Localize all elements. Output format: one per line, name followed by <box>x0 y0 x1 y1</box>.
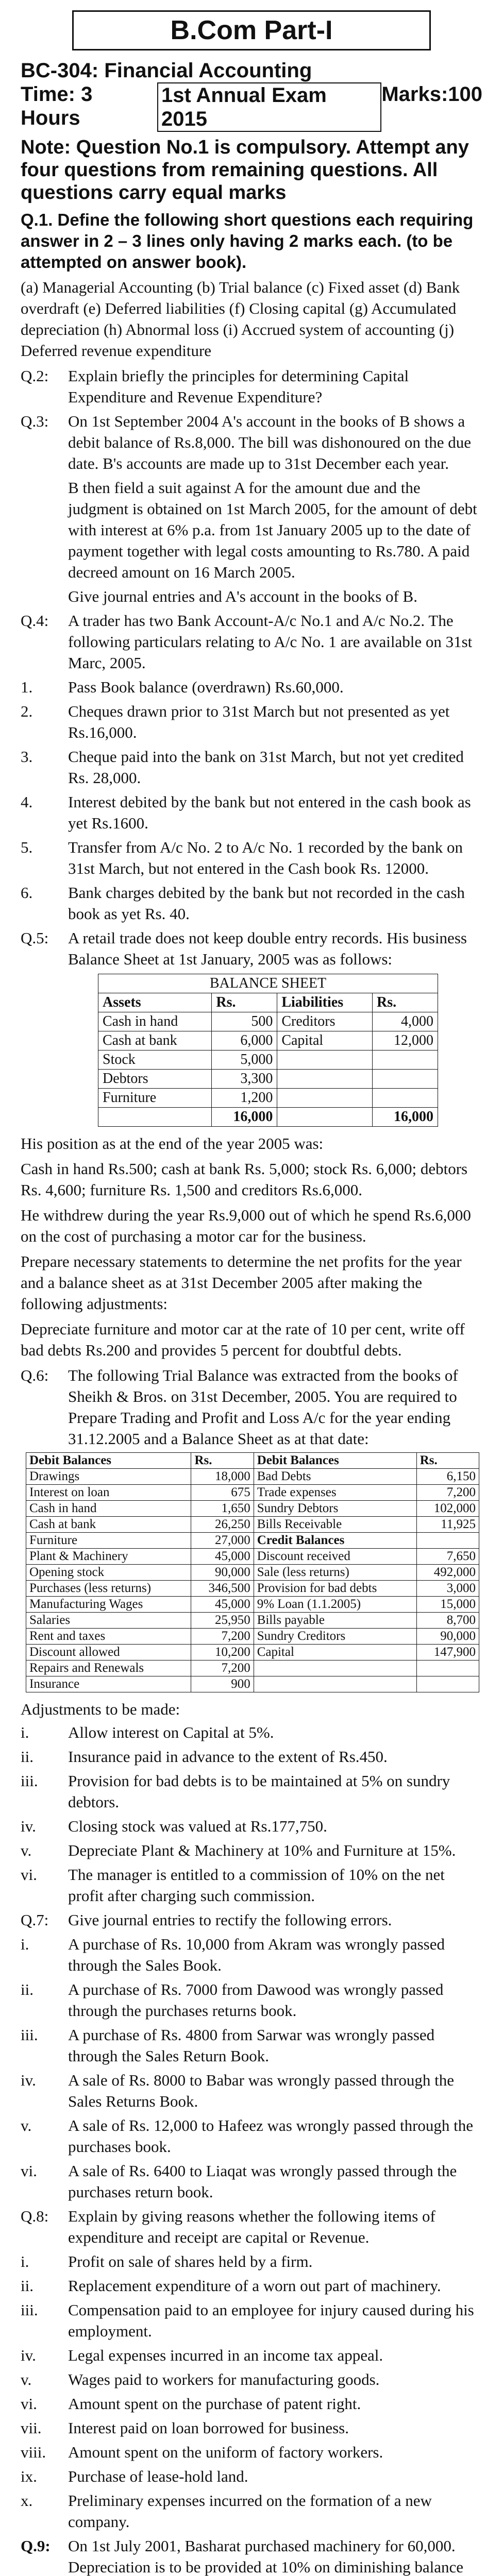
table-cell <box>254 1676 416 1692</box>
table-cell: 90,000 <box>416 1629 479 1645</box>
table-cell: 900 <box>191 1676 254 1692</box>
adjustment-number: iii. <box>21 1772 38 1790</box>
q4-item <box>21 701 482 743</box>
q8-item-text: Wages paid to workers for manufacturing goods. <box>68 2370 380 2388</box>
table-cell: Purchases (less returns) <box>26 1581 191 1597</box>
adjustment-item <box>21 1722 482 1743</box>
q4-item-number: 5. <box>21 838 33 856</box>
q7-item-text: A sale of Rs. 6400 to Liaqat was wrongly passed through the purchases return book. <box>68 2162 457 2201</box>
table-row <box>98 1089 438 1108</box>
table-cell: 26,250 <box>191 1517 254 1533</box>
adjustment-text: Depreciate Plant & Machinery at 10% and Furniture at 15%. <box>68 1841 456 1859</box>
adjustments-title: Adjustments to be made: <box>21 1700 180 1718</box>
q9 <box>21 2535 482 2576</box>
table-cell: Manufacturing Wages <box>26 1597 191 1613</box>
q7-item-number: i. <box>21 1935 29 1953</box>
q8-item-number: i. <box>21 2252 29 2270</box>
q4-item-number: 2. <box>21 702 33 720</box>
table-row <box>26 1533 479 1549</box>
q8-item-number: v. <box>21 2370 32 2388</box>
paper-code: BC-304: Financial Accounting <box>21 59 312 82</box>
q8-item-number: viii. <box>21 2443 46 2461</box>
table-header: Rs. <box>191 1453 254 1469</box>
q4-item-text: Cheques drawn prior to 31st March but not presented as yet Rs.16,000. <box>68 702 450 741</box>
table-cell <box>277 1050 373 1070</box>
q8-item-number: vii. <box>21 2419 42 2437</box>
q8-item <box>21 2417 482 2438</box>
table-cell: 346,500 <box>191 1581 254 1597</box>
adjustment-item <box>21 1746 482 1767</box>
table-cell: 492,000 <box>416 1565 479 1581</box>
table-cell: Plant & Machinery <box>26 1549 191 1565</box>
table-cell <box>373 1089 438 1108</box>
header-row-2 <box>21 82 482 132</box>
q8-item <box>21 2299 482 2342</box>
table-cell: 8,700 <box>416 1613 479 1629</box>
table-cell: Credit Balances <box>254 1533 416 1549</box>
adjustment-text: Insurance paid in advance to the extent of Rs.450. <box>68 1748 388 1766</box>
table-cell <box>277 1089 373 1108</box>
q5-paragraph-5: Depreciate furniture and motor car at the rate of 10 per cent, write off bad debts Rs.200 and provides 5 percent for doubtful debts. <box>21 1320 465 1359</box>
q6 <box>21 1365 482 1449</box>
table-cell: 25,950 <box>191 1613 254 1629</box>
table-row <box>26 1549 479 1565</box>
adjustment-item <box>21 1816 482 1837</box>
adjustment-text: Provision for bad debts is to be maintained at 5% on sundry debtors. <box>68 1772 450 1811</box>
table-cell: Furniture <box>26 1533 191 1549</box>
q7-item <box>21 2160 482 2202</box>
table-cell: Discount allowed <box>26 1645 191 1660</box>
q7-item-text: A sale of Rs. 8000 to Babar was wrongly passed through the Sales Returns Book. <box>68 2071 455 2110</box>
table-header: Liabilities <box>277 993 373 1012</box>
table-cell: Opening stock <box>26 1565 191 1581</box>
q8-item-text: Replacement expenditure of a worn out part of machinery. <box>68 2277 441 2295</box>
table-cell: Provision for bad debts <box>254 1581 416 1597</box>
exam-time: Time: 3 Hours <box>21 83 93 129</box>
q8-item-text: Profit on sale of shares held by a firm. <box>68 2252 313 2270</box>
q1-items: (a) Managerial Accounting (b) Trial balance (c) Fixed asset (d) Bank overdraft (e) Deferred liabilities (f) Closing capital (g) Accumulated depreciation (h) Abnormal loss (i) Accrued system of accounting (j) Deferred revenue expenditure <box>21 278 460 360</box>
q8-item-number: ii. <box>21 2277 33 2295</box>
q8-item-number: iv. <box>21 2346 36 2364</box>
q8-item-text: Amount spent on the purchase of patent right. <box>68 2395 361 2413</box>
page-title: B.Com Part-I <box>72 10 431 50</box>
table-cell: 102,000 <box>416 1501 479 1517</box>
table-cell <box>373 1070 438 1089</box>
table-cell <box>277 1108 373 1127</box>
q8-item <box>21 2251 482 2272</box>
table-cell: Trade expenses <box>254 1485 416 1501</box>
q5-paragraph-2: Cash in hand Rs.500; cash at bank Rs. 5,000; stock Rs. 6,000; debtors Rs. 4,600; furniture Rs. 1,500 and creditors Rs.6,000. <box>21 1160 468 1199</box>
q4-item-text: Pass Book balance (overdrawn) Rs.60,000. <box>68 678 344 696</box>
table-cell: Stock <box>98 1050 212 1070</box>
q4-item <box>21 746 482 788</box>
q8-intro: Explain by giving reasons whether the following items of expenditure and receipt are capital or Revenue. <box>68 2207 435 2246</box>
table-cell: Cash at bank <box>98 1031 212 1050</box>
table-cell: 15,000 <box>416 1597 479 1613</box>
q3-paragraph-1: On 1st September 2004 A's account in the books of B shows a debit balance of Rs.8,000. The bill was dishonoured on the due date. B's accounts are made up to 31st December each year. <box>68 412 472 472</box>
table-cell <box>254 1660 416 1676</box>
adjustment-number: iv. <box>21 1817 36 1835</box>
table-cell: Sale (less returns) <box>254 1565 416 1581</box>
adjustment-item <box>21 1770 482 1812</box>
q9-number: Q.9: <box>21 2537 51 2555</box>
q5-paragraph-3: He withdrew during the year Rs.9,000 out of which he spend Rs.6,000 on the cost of purchasing a motor car for the business. <box>21 1206 471 1245</box>
table-row <box>26 1645 479 1660</box>
q3-paragraph-2: B then field a suit against A for the amount due and the judgment is obtained on 1st March 2005, for the amount of debt with interest at 6% p.a. from 1st January 2005 up to the date of payment together with legal costs amounting to Rs.780. A paid decreed amount on 16 March 2005. <box>68 479 477 581</box>
note: Note: Question No.1 is compulsory. Attempt any four questions from remaining questions. All questions carry equal marks <box>21 137 469 204</box>
table-cell: Debtors <box>98 1070 212 1089</box>
adjustment-text: Closing stock was valued at Rs.177,750. <box>68 1817 327 1835</box>
table-row <box>26 1517 479 1533</box>
table-cell: Cash in hand <box>26 1501 191 1517</box>
q8-item <box>21 2393 482 2414</box>
q7-item-number: ii. <box>21 1980 33 1998</box>
table-cell: Rent and taxes <box>26 1629 191 1645</box>
table-cell: 90,000 <box>191 1565 254 1581</box>
q8-item-text: Preliminary expenses incurred on the formation of a new company. <box>68 2492 432 2531</box>
exam-name: 1st Annual Exam 2015 <box>157 82 381 132</box>
q4-item-number: 6. <box>21 884 33 902</box>
q8 <box>21 2206 482 2248</box>
table-cell: 18,000 <box>191 1469 254 1485</box>
table-header: Assets <box>98 993 212 1012</box>
table-cell: Cash at bank <box>26 1517 191 1533</box>
table-cell: 7,200 <box>191 1660 254 1676</box>
q7-item <box>21 2115 482 2157</box>
table-cell: 16,000 <box>212 1108 277 1127</box>
adjustment-number: vi. <box>21 1866 37 1884</box>
adjustment-number: i. <box>21 1723 29 1741</box>
table-cell: 147,900 <box>416 1645 479 1660</box>
table-row <box>26 1565 479 1581</box>
q7 <box>21 1909 482 1930</box>
table-cell: 7,200 <box>416 1485 479 1501</box>
trial-balance-table <box>26 1452 479 1692</box>
q4 <box>21 610 482 673</box>
q3-paragraph-3: Give journal entries and A's account in the books of B. <box>68 587 417 605</box>
table-cell: 3,300 <box>212 1070 277 1089</box>
q7-item-number: vi. <box>21 2162 37 2180</box>
q8-item <box>21 2442 482 2463</box>
adjustment-item <box>21 1864 482 1906</box>
table-row <box>26 1597 479 1613</box>
table-cell: Sundry Debtors <box>254 1501 416 1517</box>
table-cell: 500 <box>212 1012 277 1031</box>
table-row <box>98 1012 438 1031</box>
table-cell: 5,000 <box>212 1050 277 1070</box>
adjustment-item <box>21 1840 482 1861</box>
q8-item <box>21 2466 482 2487</box>
q8-number: Q.8: <box>21 2207 49 2225</box>
q8-item-number: iii. <box>21 2301 38 2319</box>
table-cell: 12,000 <box>373 1031 438 1050</box>
q4-item-text: Transfer from A/c No. 2 to A/c No. 1 recorded by the bank on 31st March, but not entered in the Cash book Rs. 12000. <box>68 838 463 877</box>
table-cell: Creditors <box>277 1012 373 1031</box>
table-cell: Capital <box>277 1031 373 1050</box>
q4-item <box>21 837 482 879</box>
table-row <box>26 1581 479 1597</box>
q8-item-number: ix. <box>21 2467 37 2485</box>
q7-item-text: A purchase of Rs. 4800 from Sarwar was wrongly passed through the Sales Return Book. <box>68 2026 435 2065</box>
q8-item <box>21 2490 482 2532</box>
table-cell: 3,000 <box>416 1581 479 1597</box>
table-cell: Drawings <box>26 1469 191 1485</box>
table-cell: 1,650 <box>191 1501 254 1517</box>
q1-heading: Q.1. Define the following short questions each requiring answer in 2 – 3 lines only having 2 marks each. (to be attempted on answer book). <box>21 210 474 272</box>
table-cell: 7,650 <box>416 1549 479 1565</box>
balance-sheet-title: BALANCE SHEET <box>98 974 438 993</box>
q4-item-text: Bank charges debited by the bank but not recorded in the cash book as yet Rs. 40. <box>68 884 465 923</box>
table-row <box>98 1050 438 1070</box>
table-cell: Sundry Creditors <box>254 1629 416 1645</box>
q6-intro: The following Trial Balance was extracted from the books of Sheikh & Bros. on 31st December, 2005. You are required to Prepare Trading and Profit and Loss A/c for the year ending 31.12.2005 and a Balance Sheet as at that date: <box>68 1366 458 1448</box>
q4-item <box>21 882 482 924</box>
table-cell: Insurance <box>26 1676 191 1692</box>
adjustment-number: ii. <box>21 1748 33 1766</box>
q7-item <box>21 1934 482 1976</box>
q7-item-text: A purchase of Rs. 7000 from Dawood was wrongly passed through the purchases returns book. <box>68 1980 444 2020</box>
table-row <box>98 1108 438 1127</box>
header-row-1 <box>21 59 482 82</box>
q7-item-text: A purchase of Rs. 10,000 from Akram was wrongly passed through the Sales Book. <box>68 1935 445 1974</box>
table-cell: 7,200 <box>191 1629 254 1645</box>
q4-item-text: Cheque paid into the bank on 31st March, but not yet credited Rs. 28,000. <box>68 748 464 787</box>
table-cell <box>277 1070 373 1089</box>
table-cell <box>416 1676 479 1692</box>
q7-item <box>21 1979 482 2021</box>
q8-item-number: vi. <box>21 2395 37 2413</box>
q4-intro: A trader has two Bank Account-A/c No.1 and A/c No.2. The following particulars relating to A/c No. 1 are available on 31st Marc, 2005. <box>68 612 473 672</box>
table-row <box>26 1501 479 1517</box>
q3 <box>21 411 482 474</box>
table-cell: 45,000 <box>191 1549 254 1565</box>
q8-item-text: Legal expenses incurred in an income tax appeal. <box>68 2346 383 2364</box>
q4-item <box>21 676 482 698</box>
q5-number: Q.5: <box>21 929 49 947</box>
q5-intro: A retail trade does not keep double entry records. His business Balance Sheet at 1st January, 2005 was as follows: <box>68 929 467 968</box>
table-header: Debit Balances <box>26 1453 191 1469</box>
q2 <box>21 365 482 408</box>
table-row <box>26 1469 479 1485</box>
table-cell: Salaries <box>26 1613 191 1629</box>
table-cell: 675 <box>191 1485 254 1501</box>
q5-paragraph-4: Prepare necessary statements to determine the net profits for the year and a balance sheet as at 31st December 2005 after making the following adjustments: <box>21 1252 462 1313</box>
q7-item-number: iv. <box>21 2071 36 2089</box>
q4-number: Q.4: <box>21 612 49 630</box>
table-cell: Discount received <box>254 1549 416 1565</box>
table-cell: Bills Receivable <box>254 1517 416 1533</box>
table-cell: 10,200 <box>191 1645 254 1660</box>
table-cell: 9% Loan (1.1.2005) <box>254 1597 416 1613</box>
table-row <box>98 1031 438 1050</box>
q8-item <box>21 2275 482 2296</box>
exam-marks: Marks:100 <box>381 83 482 106</box>
q7-number: Q.7: <box>21 1911 49 1929</box>
q4-item-number: 3. <box>21 748 33 766</box>
q7-item-text: A sale of Rs. 12,000 to Hafeez was wrongly passed through the purchases book. <box>68 2116 474 2156</box>
table-cell <box>416 1533 479 1549</box>
table-row <box>26 1676 479 1692</box>
q5 <box>21 927 482 970</box>
table-cell: Repairs and Renewals <box>26 1660 191 1676</box>
table-cell <box>98 1108 212 1127</box>
q5-paragraph-1: His position as at the end of the year 2005 was: <box>21 1134 324 1153</box>
balance-sheet-table <box>98 974 438 1127</box>
table-cell: Interest on loan <box>26 1485 191 1501</box>
table-cell <box>416 1660 479 1676</box>
q7-item-number: v. <box>21 2116 32 2134</box>
adjustment-number: v. <box>21 1841 32 1859</box>
q7-item-number: iii. <box>21 2026 38 2044</box>
table-cell: 6,000 <box>212 1031 277 1050</box>
table-cell: 27,000 <box>191 1533 254 1549</box>
table-cell: Furniture <box>98 1089 212 1108</box>
table-cell: Capital <box>254 1645 416 1660</box>
table-row <box>26 1629 479 1645</box>
table-cell: 45,000 <box>191 1597 254 1613</box>
table-header: Rs. <box>416 1453 479 1469</box>
q8-item <box>21 2369 482 2390</box>
q8-item-text: Interest paid on loan borrowed for business. <box>68 2419 349 2437</box>
q9-text: On 1st July 2001, Basharat purchased machinery for 60,000. Depreciation is to be provided at 10% on diminishing balance <box>68 2537 464 2576</box>
q4-item <box>21 791 482 834</box>
q3-number: Q.3: <box>21 412 49 430</box>
table-row <box>98 1070 438 1089</box>
table-cell: 1,200 <box>212 1089 277 1108</box>
q4-item-number: 4. <box>21 793 33 811</box>
adjustment-text: Allow interest on Capital at 5%. <box>68 1723 274 1741</box>
q8-item-number: x. <box>21 2492 33 2510</box>
q2-text: Explain briefly the principles for determining Capital Expenditure and Revenue Expenditure? <box>68 367 409 406</box>
q7-item <box>21 2024 482 2066</box>
q2-number: Q.2: <box>21 367 49 385</box>
q8-item <box>21 2345 482 2366</box>
table-cell: 16,000 <box>373 1108 438 1127</box>
table-cell: Cash in hand <box>98 1012 212 1031</box>
table-row <box>26 1660 479 1676</box>
table-row <box>26 1613 479 1629</box>
table-cell: 6,150 <box>416 1469 479 1485</box>
q7-item <box>21 2070 482 2112</box>
q7-intro: Give journal entries to rectify the following errors. <box>68 1911 392 1929</box>
table-cell <box>373 1050 438 1070</box>
table-header: Rs. <box>212 993 277 1012</box>
table-row <box>26 1485 479 1501</box>
table-header: Debit Balances <box>254 1453 416 1469</box>
table-cell: 11,925 <box>416 1517 479 1533</box>
table-cell: 4,000 <box>373 1012 438 1031</box>
q8-item-text: Amount spent on the uniform of factory workers. <box>68 2443 383 2461</box>
adjustment-text: The manager is entitled to a commission of 10% on the net profit after charging such commission. <box>68 1866 445 1905</box>
q6-number: Q.6: <box>21 1366 49 1384</box>
table-cell: Bad Debts <box>254 1469 416 1485</box>
table-header: Rs. <box>373 993 438 1012</box>
q4-item-number: 1. <box>21 678 33 696</box>
q8-item-text: Compensation paid to an employee for injury caused during his employment. <box>68 2301 474 2340</box>
q4-item-text: Interest debited by the bank but not entered in the cash book as yet Rs.1600. <box>68 793 471 832</box>
table-cell: Bills payable <box>254 1613 416 1629</box>
q8-item-text: Purchase of lease-hold land. <box>68 2467 248 2485</box>
